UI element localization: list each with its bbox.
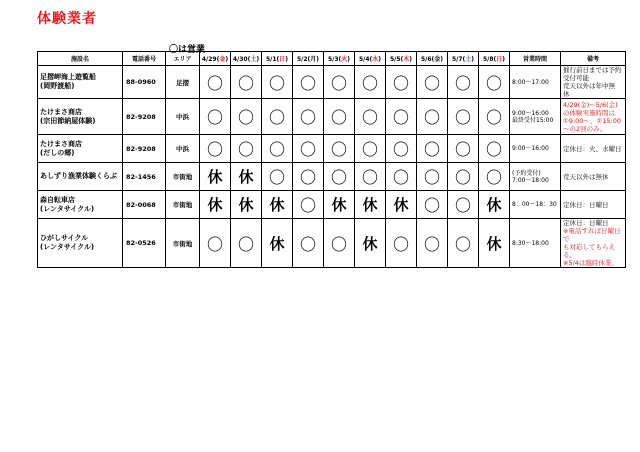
business-hours-line: 8:00～17:00	[512, 78, 549, 86]
open-mark: 〇	[293, 191, 324, 219]
facility-name-line: (レンタサイクル)	[40, 243, 95, 251]
remarks-line: 4/29(金)～5/6(金)	[563, 100, 618, 109]
business-hours	[510, 135, 561, 163]
page-title: 体験業者	[37, 11, 97, 27]
area: 中浜	[166, 135, 200, 163]
closed-mark: 休	[231, 163, 262, 191]
remarks-line: 受付可能	[563, 74, 589, 82]
business-hours-line: (予約受付)	[512, 169, 541, 177]
legend-text: 〇は営業	[169, 45, 206, 55]
phone-number: 82-9208	[123, 99, 166, 135]
facility-name	[38, 163, 123, 191]
open-mark: 〇	[324, 99, 355, 135]
closed-mark: 休	[355, 219, 386, 268]
remarks	[561, 99, 626, 135]
header-date: 4/30(土)	[231, 52, 262, 66]
remarks	[561, 66, 626, 99]
open-mark: 〇	[417, 219, 448, 268]
open-mark: 〇	[479, 135, 510, 163]
header-date: 5/1(日)	[262, 52, 293, 66]
open-mark: 〇	[386, 163, 417, 191]
area: 足摺	[166, 66, 200, 99]
closed-mark: 休	[200, 191, 231, 219]
facility-name	[38, 99, 123, 135]
closed-mark: 休	[262, 219, 293, 268]
business-hours-line: 8:30～18:00	[512, 239, 549, 247]
open-mark: 〇	[324, 135, 355, 163]
business-hours	[510, 219, 561, 268]
remarks-line: 定休日：日曜日	[563, 219, 609, 227]
open-mark: 〇	[200, 135, 231, 163]
remarks-line: 休	[563, 90, 570, 98]
facility-name-line: 足摺岬海上遊覧船	[40, 73, 96, 81]
closed-mark: 休	[355, 191, 386, 219]
open-mark: 〇	[200, 99, 231, 135]
open-mark: 〇	[231, 219, 262, 268]
open-mark: 〇	[448, 135, 479, 163]
remarks-line: 催行前日までは予約	[563, 66, 622, 74]
facility-name	[38, 135, 123, 163]
remarks-line: 荒天以外は年中無	[563, 82, 615, 90]
remarks-line: 定休日：火、水曜日	[563, 144, 622, 153]
business-hours	[510, 99, 561, 135]
remarks	[561, 219, 626, 268]
remarks-line: 荒天以外は無休	[563, 172, 609, 181]
header-date: 5/8(日)	[479, 52, 510, 66]
open-mark: 〇	[293, 66, 324, 99]
business-hours-line: 8：00～18：30	[512, 201, 557, 208]
header-phone: 電話番号	[123, 52, 166, 66]
table-row	[38, 99, 626, 135]
closed-mark: 休	[479, 219, 510, 268]
header-date: 5/5(木)	[386, 52, 417, 66]
header-date: 4/29(金)	[200, 52, 231, 66]
open-mark: 〇	[448, 219, 479, 268]
area: 市街地	[166, 163, 200, 191]
facility-name-line: あしずり漁業体験くらぶ	[40, 172, 117, 180]
open-mark: 〇	[293, 163, 324, 191]
open-mark: 〇	[355, 163, 386, 191]
header-row	[38, 52, 626, 66]
header-hours: 営業時間	[510, 52, 561, 66]
phone-number: 82-1456	[123, 163, 166, 191]
remarks	[561, 135, 626, 163]
open-mark: 〇	[262, 66, 293, 99]
table-row	[38, 191, 626, 219]
area: 市街地	[166, 219, 200, 268]
open-mark: 〇	[324, 66, 355, 99]
open-mark: 〇	[293, 99, 324, 135]
open-mark: 〇	[448, 163, 479, 191]
remarks	[561, 163, 626, 191]
open-mark: 〇	[448, 191, 479, 219]
closed-mark: 休	[231, 191, 262, 219]
open-mark: 〇	[231, 99, 262, 135]
remarks-line: ※電話すれば日曜日で	[563, 227, 621, 243]
open-mark: 〇	[386, 219, 417, 268]
open-mark: 〇	[417, 191, 448, 219]
table-row	[38, 66, 626, 99]
phone-number: 82-0068	[123, 191, 166, 219]
facility-name	[38, 191, 123, 219]
open-mark: 〇	[231, 66, 262, 99]
header-date: 5/6(金)	[417, 52, 448, 66]
open-mark: 〇	[262, 135, 293, 163]
facility-name-line: たけまさ商店	[40, 107, 82, 116]
open-mark: 〇	[200, 219, 231, 268]
facility-name-line: (レンタサイクル)	[40, 204, 95, 213]
area: 中浜	[166, 99, 200, 135]
vendor-table	[37, 51, 626, 268]
header-date: 5/2(月)	[293, 52, 324, 66]
open-mark: 〇	[324, 219, 355, 268]
open-mark: 〇	[293, 135, 324, 163]
phone-number: 88-0960	[123, 66, 166, 99]
remarks-line: も対応してもらえる。	[563, 243, 615, 259]
facility-name-line: (だしの郷)	[40, 148, 75, 157]
area: 市街地	[166, 191, 200, 219]
facility-name-line: 森自転車店	[40, 195, 75, 204]
facility-name-line: たけまさ商店	[40, 139, 82, 148]
header-date: 5/3(火)	[324, 52, 355, 66]
header-date: 5/7(土)	[448, 52, 479, 66]
open-mark: 〇	[293, 219, 324, 268]
open-mark: 〇	[262, 99, 293, 135]
open-mark: 〇	[355, 135, 386, 163]
open-mark: 〇	[386, 135, 417, 163]
open-mark: 〇	[448, 99, 479, 135]
business-hours-line: 7:00～18:00	[512, 176, 549, 184]
business-hours	[510, 66, 561, 99]
open-mark: 〇	[417, 66, 448, 99]
open-mark: 〇	[479, 66, 510, 99]
header-name: 施設名	[38, 52, 123, 66]
open-mark: 〇	[324, 163, 355, 191]
remarks-line: ～の2回のみ。	[563, 124, 607, 133]
closed-mark: 休	[324, 191, 355, 219]
remarks-line: ※5/4は臨時休業。	[563, 259, 618, 267]
phone-number: 82-9208	[123, 135, 166, 163]
header-note: 備考	[561, 52, 626, 66]
closed-mark: 休	[386, 191, 417, 219]
remarks-line: ①9:00～、②15:00	[563, 116, 621, 125]
open-mark: 〇	[448, 66, 479, 99]
open-mark: 〇	[231, 135, 262, 163]
open-mark: 〇	[417, 135, 448, 163]
facility-name-line: (宗田節納屋体験)	[40, 116, 96, 125]
open-mark: 〇	[417, 163, 448, 191]
facility-name	[38, 219, 123, 268]
open-mark: 〇	[200, 66, 231, 99]
table-row	[38, 219, 626, 268]
table-row	[38, 135, 626, 163]
open-mark: 〇	[479, 163, 510, 191]
header-area: エリア	[166, 52, 200, 66]
business-hours	[510, 163, 561, 191]
open-mark: 〇	[355, 99, 386, 135]
open-mark: 〇	[355, 66, 386, 99]
business-hours-line: 9:00～16:00	[512, 109, 549, 117]
table-row	[38, 163, 626, 191]
business-hours-line: 9:00～16:00	[512, 145, 549, 152]
open-mark: 〇	[417, 99, 448, 135]
closed-mark: 休	[262, 191, 293, 219]
business-hours	[510, 191, 561, 219]
remarks-line: 定休日：日曜日	[563, 200, 609, 209]
open-mark: 〇	[386, 66, 417, 99]
open-mark: 〇	[479, 99, 510, 135]
business-hours-line: 最終受付15:00	[512, 116, 554, 124]
phone-number: 82-0526	[123, 219, 166, 268]
open-mark: 〇	[386, 99, 417, 135]
closed-mark: 休	[479, 191, 510, 219]
remarks	[561, 191, 626, 219]
closed-mark: 休	[200, 163, 231, 191]
header-date: 5/4(水)	[355, 52, 386, 66]
facility-name-line: ひがしサイクル	[40, 234, 89, 242]
open-mark: 〇	[262, 163, 293, 191]
remarks-line: の体験実施時間は	[563, 108, 615, 117]
facility-name	[38, 66, 123, 99]
facility-name-line: (岡野渡船)	[40, 82, 75, 90]
